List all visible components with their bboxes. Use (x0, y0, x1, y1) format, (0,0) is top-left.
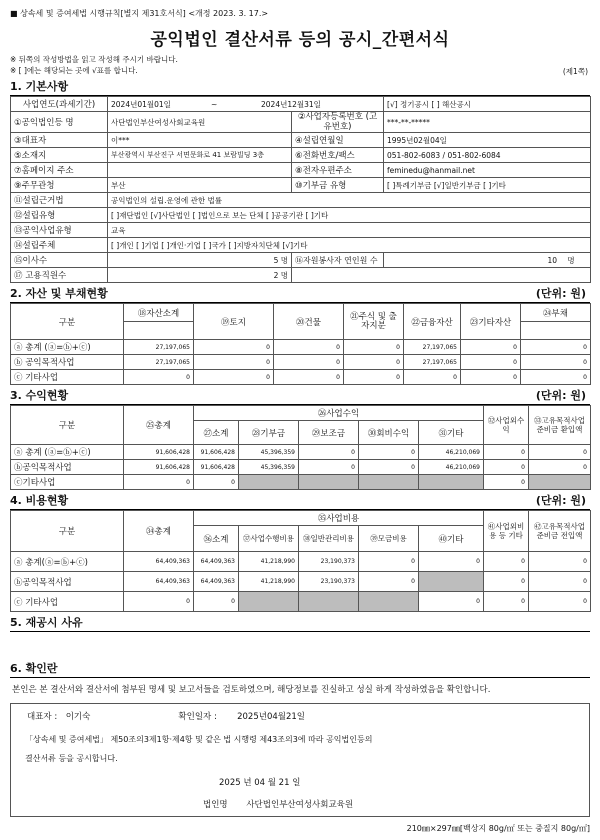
disclosure-date: 2025 년 04 월 21 일 (219, 778, 301, 788)
assets-cell: 0 (461, 370, 521, 385)
representative-value: 이*** (108, 133, 292, 148)
assets-h-other: ㉓기타자산 (461, 304, 521, 340)
confirm-box (10, 703, 590, 817)
revenue-cell: 0 (529, 460, 591, 475)
expense-cell: 41,218,990 (239, 552, 299, 572)
assets-h-finance: ㉒금융자산 (404, 304, 461, 340)
expense-h-fund: ㊴모금비용 (359, 526, 419, 552)
expense-h-reserve: ㊷고유목적사업준비금 전입액 (529, 511, 591, 552)
revenue-row-label: ⓒ기타사업 (11, 475, 124, 490)
expense-table (10, 510, 591, 612)
assets-h-building: ⑳건물 (274, 304, 344, 340)
assets-h-debt: ㉔부채 (521, 304, 591, 322)
revenue-cell: 46,210,069 (419, 460, 484, 475)
disclosure-type[interactable]: [√] 정기공시 [ ] 해산공시 (384, 97, 591, 112)
founder-value[interactable]: [ ]개인 [ ]기업 [ ]개인·기업 [ ]국가 [ ]지방자치단체 [√]기타 (108, 238, 591, 253)
confirm-date-label: 확인일자 : (178, 712, 217, 722)
assets-cell: 0 (194, 340, 274, 355)
employees-value: 2 명 (108, 268, 292, 283)
assets-h-gubun: 구분 (11, 304, 124, 340)
revenue-row-label: ⓑ공익목적사업 (11, 460, 124, 475)
page-number: (제1쪽) (562, 67, 588, 76)
rep-label: 대표자 : (27, 712, 58, 722)
revenue-cell-disabled (529, 475, 591, 490)
table-row (11, 460, 591, 475)
revenue-cell: 0 (529, 445, 591, 460)
revenue-title-text: 3. 수익현황 (10, 389, 69, 402)
revenue-table (10, 405, 591, 490)
assets-title-text: 2. 자산 및 부채현황 (10, 287, 108, 300)
expense-cell: 0 (484, 552, 529, 572)
assets-row-label: ⓑ 공익목적사업 (11, 355, 124, 370)
revenue-cell: 0 (299, 460, 359, 475)
law-text-line2: 결산서류 등을 공시합니다. (25, 754, 118, 763)
assets-unit: (단위: 원) (535, 287, 586, 300)
basic-table (10, 96, 591, 283)
section-redisclosure-title: 5. 재공시 사유 (10, 612, 590, 632)
assets-row-label: ⓒ 기타사업 (11, 370, 124, 385)
expense-cell: 41,218,990 (239, 572, 299, 592)
revenue-cell: 0 (299, 445, 359, 460)
expense-row-label: ⓑ공익목적사업 (11, 572, 124, 592)
authority-value: 부산 (108, 178, 292, 193)
form-page (10, 6, 590, 834)
table-row (11, 572, 591, 592)
expense-title-text: 4. 비용현황 (10, 494, 69, 507)
revenue-cell-disabled (299, 475, 359, 490)
section-confirm-title: 6. 확인란 (10, 658, 590, 678)
expense-cell: 0 (529, 592, 591, 612)
expense-cell-disabled (239, 592, 299, 612)
revenue-cell: 0 (124, 475, 194, 490)
assets-cell: 0 (461, 355, 521, 370)
representative-label: ③대표자 (11, 133, 108, 148)
assets-h-debt-sub (521, 322, 591, 340)
expense-cell: 0 (419, 552, 484, 572)
law-text-line1: 「상속세 및 증여세법」 제50조의3제1항·제4항 및 같은 법 시행령 제43조의3에 따라 공익법인등의 (25, 735, 373, 744)
revenue-cell: 46,210,069 (419, 445, 484, 460)
assets-h-total-sub (124, 322, 194, 340)
expense-h-gubun: 구분 (11, 511, 124, 552)
directors-value: 5 명 (108, 253, 292, 268)
revenue-cell-disabled (239, 475, 299, 490)
expense-cell: 0 (124, 592, 194, 612)
revenue-h-other: ㉛기타 (419, 421, 484, 445)
founded-label: ④설립연월일 (292, 133, 384, 148)
expense-h-nonbiz: ㊶사업외비용 등 기타 (484, 511, 529, 552)
revenue-h-group: ㉖사업수익 (194, 406, 484, 421)
assets-cell: 0 (274, 340, 344, 355)
form-title: 공익법인 결산서류 등의 공시_간편서식 (150, 30, 450, 50)
law-value: 공익법인의 설립.운영에 관한 법률 (108, 193, 591, 208)
assets-h-total: ⑱자산소계 (124, 304, 194, 322)
fiscal-year-label: 사업연도(과세기간) (11, 97, 108, 112)
table-row (11, 475, 591, 490)
expense-cell: 0 (419, 592, 484, 612)
expense-cell: 64,409,363 (194, 572, 239, 592)
public-biz-type-value: 교육 (108, 223, 591, 238)
assets-cell: 0 (404, 370, 461, 385)
directors-label: ⑮이사수 (11, 253, 108, 268)
expense-h-group: ㉟사업비용 (194, 511, 484, 526)
revenue-cell: 0 (359, 445, 419, 460)
org-value: 사단법인부산여성사회교육원 (246, 800, 354, 810)
donation-type-value[interactable]: [ ]특례기부금 [√]일반기부금 [ ]기타 (384, 178, 591, 193)
volunteers-value: 10 (547, 255, 558, 265)
volunteers-unit: 명 (567, 255, 575, 265)
revenue-cell: 0 (484, 460, 529, 475)
expense-h-other: ㊵기타 (419, 526, 484, 552)
revenue-cell: 91,606,428 (194, 445, 239, 460)
revenue-h-total: ㉕총계 (124, 406, 194, 445)
assets-cell: 27,197,065 (404, 340, 461, 355)
assets-cell: 0 (344, 370, 404, 385)
revenue-cell: 91,606,428 (124, 460, 194, 475)
employees-label: ⑰ 고용직원수 (11, 268, 108, 283)
paper-spec: 210㎜×297㎜[백상지 80g/㎡ 또는 중질지 80g/㎡] (406, 824, 590, 833)
expense-h-admin: ㊳일반관리비용 (299, 526, 359, 552)
org-line (15, 798, 585, 810)
assets-h-land: ⑲토지 (194, 304, 274, 340)
phone-value: 051-802-6083 / 051-802-6084 (384, 148, 591, 163)
expense-h-total: ㉞총계 (124, 511, 194, 552)
expense-unit: (단위: 원) (535, 494, 586, 507)
revenue-h-gubun: 구분 (11, 406, 124, 445)
assets-cell: 0 (461, 340, 521, 355)
redisclosure-reason (10, 632, 590, 658)
homepage-value (108, 163, 292, 178)
expense-cell: 23,190,373 (299, 572, 359, 592)
donation-type-label: ⑩기부금 유형 (292, 178, 384, 193)
section-revenue-title (10, 385, 590, 405)
expense-cell: 0 (359, 552, 419, 572)
revenue-h-sub: ㉗소계 (194, 421, 239, 445)
expense-cell: 64,409,363 (194, 552, 239, 572)
phone-label: ⑥전화번호/팩스 (292, 148, 384, 163)
volunteers-label: ⑯자원봉사자 연인원 수 (292, 253, 384, 268)
bizno-value: ***-**-***** (384, 112, 591, 133)
table-row (11, 340, 591, 355)
expense-cell: 0 (484, 592, 529, 612)
assets-cell: 0 (521, 340, 591, 355)
assets-cell: 0 (124, 370, 194, 385)
revenue-unit: (단위: 원) (535, 389, 586, 402)
form-notes (10, 54, 590, 76)
assets-cell: 27,197,065 (404, 355, 461, 370)
assets-cell: 0 (344, 340, 404, 355)
confirm-statement: 본인은 본 결산서와 결산서에 첨부된 명세 및 보고서들을 검토하였으며, 해당정보를 진실하고 성실 하게 작성하였음을 확인합니다. (12, 685, 491, 695)
revenue-cell: 0 (194, 475, 239, 490)
employees-blank (292, 268, 591, 283)
expense-row-label: ⓒ 기타사업 (11, 592, 124, 612)
assets-table (10, 303, 591, 385)
expense-cell-disabled (419, 572, 484, 592)
fiscal-end: 2024년12월31일 (261, 99, 321, 109)
founded-value: 1995년02월04일 (384, 133, 591, 148)
org-name-label: ①공익법인등 명 (11, 112, 108, 133)
revenue-cell-disabled (359, 475, 419, 490)
expense-cell: 0 (529, 572, 591, 592)
org-name-value: 사단법인부산여성사회교육원 (108, 112, 292, 133)
establish-type-value[interactable]: [ ]재단법인 [√]사단법인 [ ]법인으로 보는 단체 [ ]공공기관 [ ]기타 (108, 208, 591, 223)
law-statement (15, 730, 585, 768)
org-label: 법인명 (203, 800, 228, 810)
expense-cell: 0 (359, 572, 419, 592)
assets-cell: 0 (194, 355, 274, 370)
expense-cell: 0 (529, 552, 591, 572)
confirm-date-value: 2025년04월21일 (237, 712, 306, 722)
law-label: ⑪설립근거법 (11, 193, 108, 208)
expense-h-sub: ㊱소계 (194, 526, 239, 552)
assets-cell: 0 (274, 370, 344, 385)
revenue-cell: 45,396,359 (239, 460, 299, 475)
expense-cell: 23,190,373 (299, 552, 359, 572)
fiscal-year-range (108, 97, 384, 112)
expense-cell: 0 (194, 592, 239, 612)
email-label: ⑧전자우편주소 (292, 163, 384, 178)
revenue-h-fee: ㉚회비수익 (359, 421, 419, 445)
table-row (11, 370, 591, 385)
table-row (11, 355, 591, 370)
fiscal-tilde: ~ (211, 99, 218, 109)
table-row (11, 445, 591, 460)
assets-cell: 0 (521, 370, 591, 385)
revenue-h-nonbiz: ㉜사업외수익 (484, 406, 529, 445)
section-expense-title (10, 490, 590, 510)
expense-row-label: ⓐ 총계(ⓐ=ⓑ+ⓒ) (11, 552, 124, 572)
assets-h-stock: ㉑주식 및 출자지분 (344, 304, 404, 340)
revenue-cell-disabled (419, 475, 484, 490)
table-row (11, 552, 591, 572)
revenue-cell: 0 (484, 475, 529, 490)
note-checkbox: ※ [ ]에는 해당되는 곳에 √표를 합니다. (10, 66, 138, 75)
regulation-header: ■ 상속세 및 증여세법 시행규칙[별지 제31호서식] <개정 2023. 3. 17.> (10, 9, 269, 18)
revenue-cell: 91,606,428 (124, 445, 194, 460)
email-value: feminedu@hanmail.net (384, 163, 591, 178)
fiscal-start: 2024년01월01일 (111, 99, 171, 109)
revenue-cell: 0 (359, 460, 419, 475)
revenue-cell: 91,606,428 (194, 460, 239, 475)
section-assets-title (10, 283, 590, 303)
address-value: 부산광역시 부산진구 서면문화로 41 보람빌딩 3층 (108, 148, 292, 163)
expense-cell: 64,409,363 (124, 572, 194, 592)
note-instructions: ※ 뒤쪽의 작성방법을 읽고 작성해 주시기 바랍니다. (10, 55, 178, 64)
assets-cell: 0 (521, 355, 591, 370)
expense-cell-disabled (299, 592, 359, 612)
authority-label: ⑨주무관청 (11, 178, 108, 193)
assets-cell: 0 (274, 355, 344, 370)
revenue-cell: 0 (484, 445, 529, 460)
public-biz-type-label: ⑬공익사업유형 (11, 223, 108, 238)
expense-cell: 0 (484, 572, 529, 592)
bizno-label: ②사업자등록번호 (고유번호) (292, 112, 384, 133)
assets-row-label: ⓐ 총계 (ⓐ=ⓑ+ⓒ) (11, 340, 124, 355)
revenue-h-reserve: ㉝고유목적사업준비금 환입액 (529, 406, 591, 445)
address-label: ⑤소재지 (11, 148, 108, 163)
revenue-h-subsidy: ㉙보조금 (299, 421, 359, 445)
expense-cell: 64,409,363 (124, 552, 194, 572)
table-row (11, 592, 591, 612)
expense-cell-disabled (359, 592, 419, 612)
assets-cell: 27,197,065 (124, 340, 194, 355)
revenue-cell: 45,396,359 (239, 445, 299, 460)
revenue-row-label: ⓐ 총계 (ⓐ=ⓑ+ⓒ) (11, 445, 124, 460)
assets-cell: 27,197,065 (124, 355, 194, 370)
rep-value: 이기숙 (65, 712, 91, 722)
assets-cell: 0 (344, 355, 404, 370)
section-basic-title: 1. 기본사항 (10, 76, 590, 96)
confirm-signature-row (15, 710, 585, 726)
homepage-label: ⑦홈페이지 주소 (11, 163, 108, 178)
revenue-h-donation: ㉘기부금 (239, 421, 299, 445)
founder-label: ⑭설립주체 (11, 238, 108, 253)
expense-h-perform: ㊲사업수행비용 (239, 526, 299, 552)
assets-cell: 0 (194, 370, 274, 385)
establish-type-label: ⑫설립유형 (11, 208, 108, 223)
volunteers-cell (384, 253, 591, 268)
